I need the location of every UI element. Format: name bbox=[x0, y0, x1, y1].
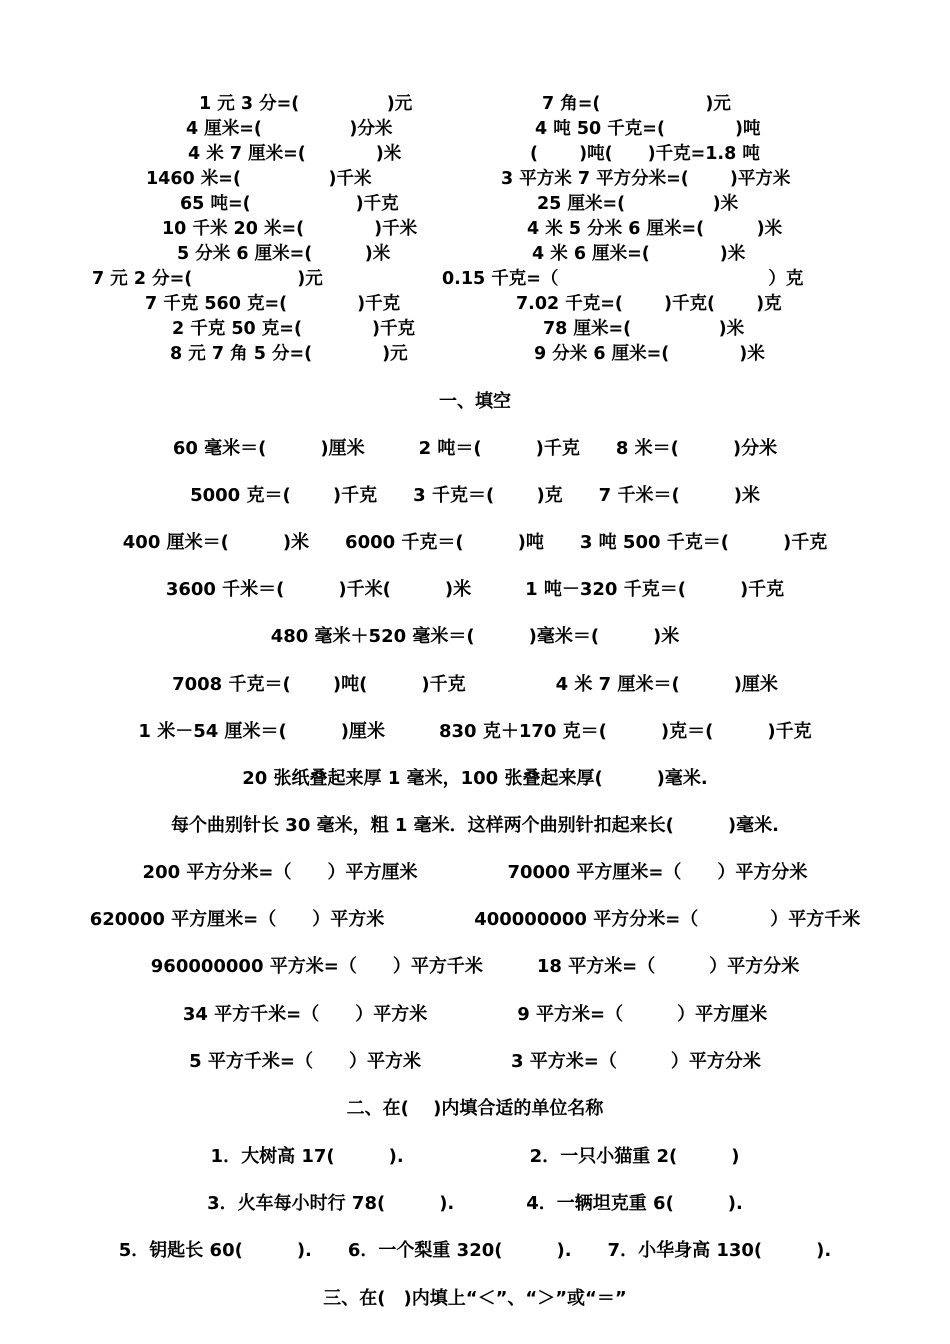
top-left-item: 8 元 7 角 5 分=( )元 bbox=[170, 344, 408, 364]
unit-question-line: 3．火车每小时行 78( ). 4．一辆坦克重 6( ). bbox=[207, 1193, 743, 1214]
top-right-item: 0.15 千克=（ ）克 bbox=[442, 269, 804, 289]
top-right-item: 3 平方米 7 平方分米=( )平方米 bbox=[501, 169, 791, 189]
top-left-item: 7 千克 560 克=( )千克 bbox=[145, 294, 401, 314]
top-right-item: 9 分米 6 厘米=( )米 bbox=[534, 344, 765, 364]
section1-heading: 一、填空 bbox=[439, 391, 511, 412]
fill-blank-line: 480 毫米＋520 毫米＝( )毫米＝( )米 bbox=[270, 626, 680, 647]
top-right-item: 7.02 千克=( )千克( )克 bbox=[516, 294, 782, 314]
top-right-item: 4 米 6 厘米=( )米 bbox=[532, 244, 746, 264]
fill-blank-line: 5000 克＝( )千克 3 千克＝( )克 7 千米＝( )米 bbox=[190, 485, 760, 506]
top-left-item: 4 米 7 厘米=( )米 bbox=[188, 144, 402, 164]
top-left-item: 10 千米 20 米=( )千米 bbox=[162, 219, 418, 239]
fill-blank-line: 60 毫米＝( )厘米 2 吨＝( )千克 8 米＝( )分米 bbox=[172, 438, 778, 459]
section2-heading: 二、在( )内填合适的单位名称 bbox=[346, 1098, 604, 1119]
unit-question-line: 1．大树高 17( ). 2．一只小猫重 2( ) bbox=[210, 1146, 740, 1167]
unit-question-line: 5．钥匙长 60( ). 6．一个梨重 320( ). 7．小华身高 130( ). bbox=[118, 1240, 832, 1261]
fill-blank-line: 3600 千米＝( )千米( )米 1 吨－320 千克＝( )千克 bbox=[165, 579, 785, 600]
fill-blank-line: 7008 千克＝( )吨( )千克 4 米 7 厘米＝( )厘米 bbox=[172, 674, 778, 695]
fill-blank-line: 620000 平方厘米=（ ）平方米 400000000 平方分米=（ ）平方千米 bbox=[89, 909, 861, 930]
top-left-item: 1 元 3 分=( )元 bbox=[199, 94, 413, 114]
top-right-item: 4 米 5 分米 6 厘米=( )米 bbox=[527, 219, 783, 239]
fill-blank-line: 400 厘米＝( )米 6000 千克＝( )吨 3 吨 500 千克＝( )千克 bbox=[122, 532, 828, 553]
fill-blank-line: 960000000 平方米=（ ）平方千米 18 平方米=（ ）平方分米 bbox=[150, 956, 800, 977]
top-left-item: 1460 米=( )千米 bbox=[146, 169, 372, 189]
top-left-item: 65 吨=( )千克 bbox=[180, 194, 399, 214]
top-left-item: 2 千克 50 克=( )千克 bbox=[172, 319, 415, 339]
top-left-item: 7 元 2 分=( )元 bbox=[92, 269, 323, 289]
fill-blank-line: 20 张纸叠起来厚 1 毫米，100 张叠起来厚( )毫米. bbox=[242, 768, 708, 789]
top-right-item: 25 厘米=( )米 bbox=[537, 194, 739, 214]
top-right-item: ( )吨( )千克=1.8 吨 bbox=[530, 144, 760, 164]
top-left-item: 4 厘米=( )分米 bbox=[186, 119, 393, 139]
top-right-item: 4 吨 50 千克=( )吨 bbox=[535, 119, 761, 139]
fill-blank-line: 5 平方千米=（ ）平方米 3 平方米=（ ）平方分米 bbox=[189, 1051, 761, 1072]
top-right-item: 7 角=( )元 bbox=[542, 94, 731, 114]
fill-blank-line: 每个曲别针长 30 毫米，粗 1 毫米．这样两个曲别针扣起来长( )毫米. bbox=[171, 815, 779, 836]
top-right-item: 78 厘米=( )米 bbox=[543, 319, 745, 339]
fill-blank-line: 34 平方千米=（ ）平方米 9 平方米=（ ）平方厘米 bbox=[182, 1004, 768, 1025]
fill-blank-line: 1 米－54 厘米＝( )厘米 830 克＋170 克＝( )克＝( )千克 bbox=[138, 721, 812, 742]
section3-heading: 三、在( )内填上“＜”、“＞”或“＝” bbox=[323, 1288, 627, 1309]
fill-blank-line: 200 平方分米=（ ）平方厘米 70000 平方厘米=（ ）平方分米 bbox=[142, 862, 808, 883]
top-left-item: 5 分米 6 厘米=( )米 bbox=[177, 244, 391, 264]
